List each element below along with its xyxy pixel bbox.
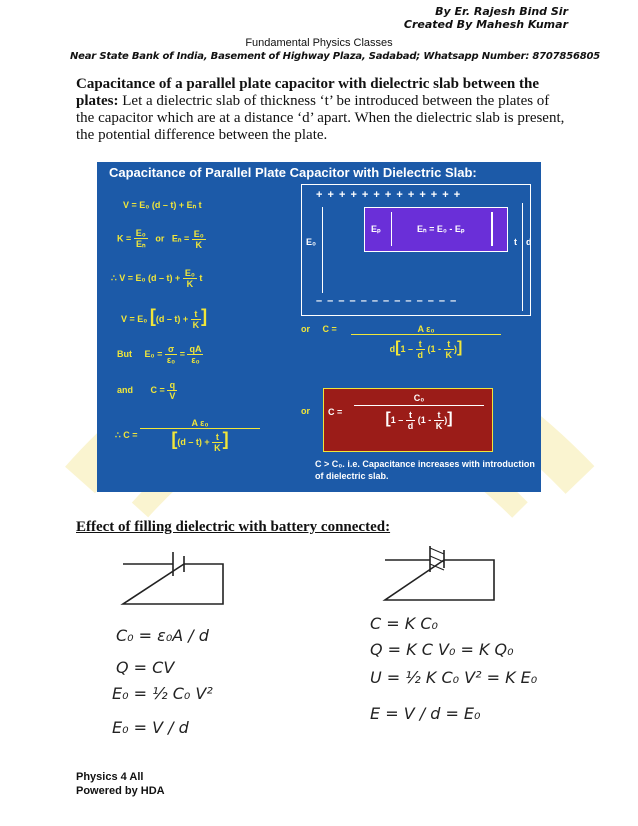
vector-ep: Eₚ <box>371 224 381 234</box>
intro-paragraph <box>76 76 566 144</box>
field-relation: Eₙ = E₀ - Eₚ <box>417 224 465 234</box>
arrow-en <box>491 212 493 246</box>
intro-body: Let a dielectric slab of thickness ‘t’ be introduced between the plates of the capacitor which are at a distance ‘d’ apart. When the dielectric slab is present, the potential difference between the plate. <box>76 93 565 143</box>
vector-e0: E₀ <box>306 237 317 247</box>
footer-line-2: Powered by HDA <box>76 785 165 797</box>
footer <box>76 770 165 798</box>
author-line-1: By Er. Rajesh Bind Sir <box>435 5 568 18</box>
capacitor-slide <box>97 162 541 492</box>
slide-title: Capacitance of Parallel Plate Capacitor with Dielectric Slab: <box>109 165 477 180</box>
result-box <box>323 388 493 452</box>
eq-right-4: E = V / d = E₀ <box>370 704 481 723</box>
eq-left-2: Q = CV <box>116 658 175 677</box>
arrow-ep <box>391 212 392 246</box>
section-heading: Effect of filling dielectric with battery connected: <box>76 519 391 535</box>
capacitor-diagram <box>301 184 531 316</box>
author-line-2: Created By Mahesh Kumar <box>403 18 568 31</box>
c4-fraction: C₀ [1 – $\frac{t}{d}$ (1 - $\frac{t}{K}$ )] <box>354 393 484 431</box>
intro-heading: Capacitance of a parallel plate capacitor with dielectric slab between the plates: <box>76 76 539 109</box>
footer-line-1: Physics 4 All <box>76 771 144 783</box>
label-d: d <box>526 237 532 247</box>
eq-potential-bracket: V = E₀ [(d – t) + $\frac{t}{K}$ ] <box>121 306 208 331</box>
eq-right-3: U = ½ K C₀ V² = K E₀ <box>370 668 538 687</box>
circuit-right <box>380 540 500 606</box>
eq-left-3: E₀ = ½ C₀ V² <box>112 684 213 703</box>
negative-plate: – – – – – – – – – – – – – <box>316 295 458 307</box>
eq-left-4: E₀ = V / d <box>112 718 189 737</box>
eq-field: But E₀ = $\frac{\sigma}{\text{ε₀}}$ = $\frac{qA}{\text{ε₀}}$ <box>117 344 202 365</box>
eq-capacitance-expanded: or C = <box>301 324 337 334</box>
k-fraction: $\frac{\text{E₀}}{\text{Eₙ}}$ <box>135 228 146 249</box>
eq-potential-k: ∴ V = E₀ (d – t) + $\frac{\text{E₀}}{K}$ t <box>111 268 203 289</box>
conclusion-text: C > C₀. i.e. Capacitance increases with introduction of dielectric slab. <box>315 459 535 481</box>
circuit-left <box>118 544 228 610</box>
distance-line <box>522 203 523 311</box>
eq-capacitance-def: and C = $\frac{q}{V}$ <box>117 380 176 401</box>
arrow-e0 <box>322 207 323 293</box>
eq-right-2: Q = K C V₀ = K Q₀ <box>370 640 514 659</box>
eq-left-1: C₀ = ε₀A / d <box>116 626 209 645</box>
label-or-3: or <box>301 406 310 416</box>
eq-capacitance-result: ∴ C = A ε₀ [(d – t) + $\frac{t}{K}$ ] <box>115 418 260 453</box>
positive-plate: + + + + + + + + + + + + + <box>316 189 462 201</box>
institute-address: Near State Bank of India, Basement of Highway Plaza, Sadabad; Whatsapp Number: 8707856805 <box>70 51 600 62</box>
en-fraction: $\frac{\text{E₀}}{K}$ <box>193 228 204 250</box>
eq-potential: V = E₀ (d – t) + Eₙ t <box>123 200 202 210</box>
label-t: t <box>514 237 517 247</box>
dielectric-slab <box>364 207 508 252</box>
eq-capacitance-fraction: A ε₀ d[1 – $\frac{t}{d}$ (1 - $\frac{t}{K}$ )] <box>351 324 501 360</box>
eq-k-ratio: K = $\frac{\text{E₀}}{\text{Eₙ}}$ or Eₙ = $\frac{\text{E₀}}{K}$ <box>117 228 204 250</box>
institute-name: Fundamental Physics Classes <box>245 37 393 49</box>
author-credit <box>404 5 568 31</box>
eq-right-1: C = K C₀ <box>370 614 438 633</box>
c4-label: C = <box>328 407 343 417</box>
